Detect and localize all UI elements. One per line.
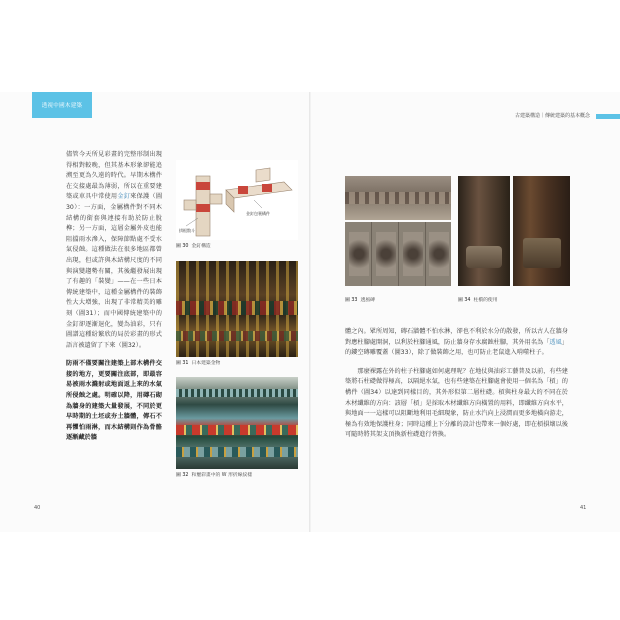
highlight-term: 金釘 [117,193,131,201]
paragraph [66,150,162,351]
book-title-tab: 透視中國木建築 [32,92,92,118]
vent-brick [349,232,369,276]
vent-brick [376,232,396,276]
paragraph: 那麼裸露在外的柱子柱腳處如何處理呢？在地仗與油彩工藝普及以前，有些建築將石柱礎做得極高，以隔絕水氣，也有些建築在柱腳處會使用一個名為「槓」的構件（圖34）以達到同樣目的，其外形似第二層柱礎。槓與柱身最大的不同在於木材纖維的方向：該層「槓」是採取木材纖維方向橫置的用料，即纖維方向水平，與地面一一這樣可以阻斷地利用毛細現象，防止水汽向上浸潤而更多地橫向游走，極為有效地保護柱身；同時這種上下分離的設計也帶來一個好處，即在槓損壞以後可隨時將其架支頂換新柱礎進行替換。 [345,367,568,439]
figure-number: 圖 33 [345,298,358,303]
bold-paragraph: 防雨不僅要關注建築上部木構件交接的地方，更要關注底部，即最容易被雨水濺射或地面返上來的水氣所侵蝕之處。明確以降，用磚石砌為牆身的建築大量發展，不同於更早時期的土坯或夯土牆體，傳石不再懼怕雨淋，而木結構則作為骨骼逐漸藏於牆 [66,360,162,442]
chapter-accent-bar [596,114,620,119]
lower-band [176,331,298,341]
figure-33-caption [345,296,375,303]
rafter-ends [176,389,298,397]
vent-brick [429,232,449,276]
body-text: 體之內。眾所周知，磚石牆體不怕水淋，卻也不利於水分的散發，所以古人在牆身對應柱腳處開洞，以利於柱腳通風，防止牆身存水腐蝕柱腳，其外用名為「 [345,328,568,346]
right-text-column [345,327,568,441]
wall-band [345,192,451,204]
figure-31-caption [176,359,220,366]
painted-beam-lower [176,447,298,457]
diagram-label-a: 拱根散斗 [179,228,195,233]
paragraph [345,327,568,359]
figure-30-diagram [176,160,298,240]
figure-30-caption [176,242,211,249]
figure-33-photo-bottom [345,222,451,286]
figure-33-photo-top [345,176,451,220]
figure-number: 圖 34 [458,298,471,303]
bracket-band [176,301,298,315]
left-text-column [66,150,162,444]
figure-31-photo [176,261,298,357]
figure-number: 圖 30 [176,244,189,249]
timber-joint-left [184,176,222,236]
figure-caption-text: 和璽彩畫中的 W 形折線紋樣 [191,473,253,478]
body-text: 」的鏤空磚雕覆蓋（圖33），除了做裝飾之用，也可防止老鼠進入啃噬柱子。 [345,338,568,357]
timber-joint-right [226,168,292,212]
body-text: 來保護（圖30）：一方面，金屬構件對不同木結構的銜套與連接有助於防止脫榫；另一方面，這層金屬外皮也能阻擋雨水滲入，保障節點處不受水氣侵蝕。這種做法在很多地區都曾出現，但或許與木結構尺度的不同與演變趨勢有關，其後繼發展出現了有趣的「裝變」——在一些日本傳統建築中，這種金屬構件的裝飾性大大增強，出現了非常精美的雕刻（圖31）；而中國傳統建築中的金釘卻逐漸退化，變為油彩，只有圖譜這種紛繁欣的局於彩畫的形式語言被遺留了下來（圖32）。 [66,193,163,349]
figure-34-photo-right [513,176,570,286]
diagram-label-b: 金釘包裹構件 [246,211,270,216]
figure-number: 圖 32 [176,473,189,478]
column-base [523,238,561,268]
chapter-title: 古建築構造｜傳統建築的基本概念 [514,113,590,119]
book-gutter [309,92,311,532]
column-base [466,246,502,268]
figure-34-caption [458,296,498,303]
figure-caption-text: 柱櫍的使用 [473,298,498,303]
figure-32-photo [176,377,298,469]
vent-brick [403,232,423,276]
page-number-right: 41 [580,505,587,511]
figure-32-caption [176,471,252,478]
figure-number: 圖 31 [176,361,189,366]
page-number-left: 40 [34,505,41,511]
figure-caption-text: 透風磚 [360,298,375,303]
painted-beam [176,425,298,435]
figure-34-photo-left [458,176,510,286]
highlight-term: 透風 [549,338,562,346]
figure-caption-text: 金釘構造 [191,244,211,249]
body-text: 儘管今天所見彩畫的完整形制出現得相對較晚，但其基本形象卻能追溯至更為久遠的時代。早期木構件在交接處最為薄弱，所以在重要建築或車具中常使用 [66,151,162,201]
figure-caption-text: 日本建築金物 [191,361,221,366]
